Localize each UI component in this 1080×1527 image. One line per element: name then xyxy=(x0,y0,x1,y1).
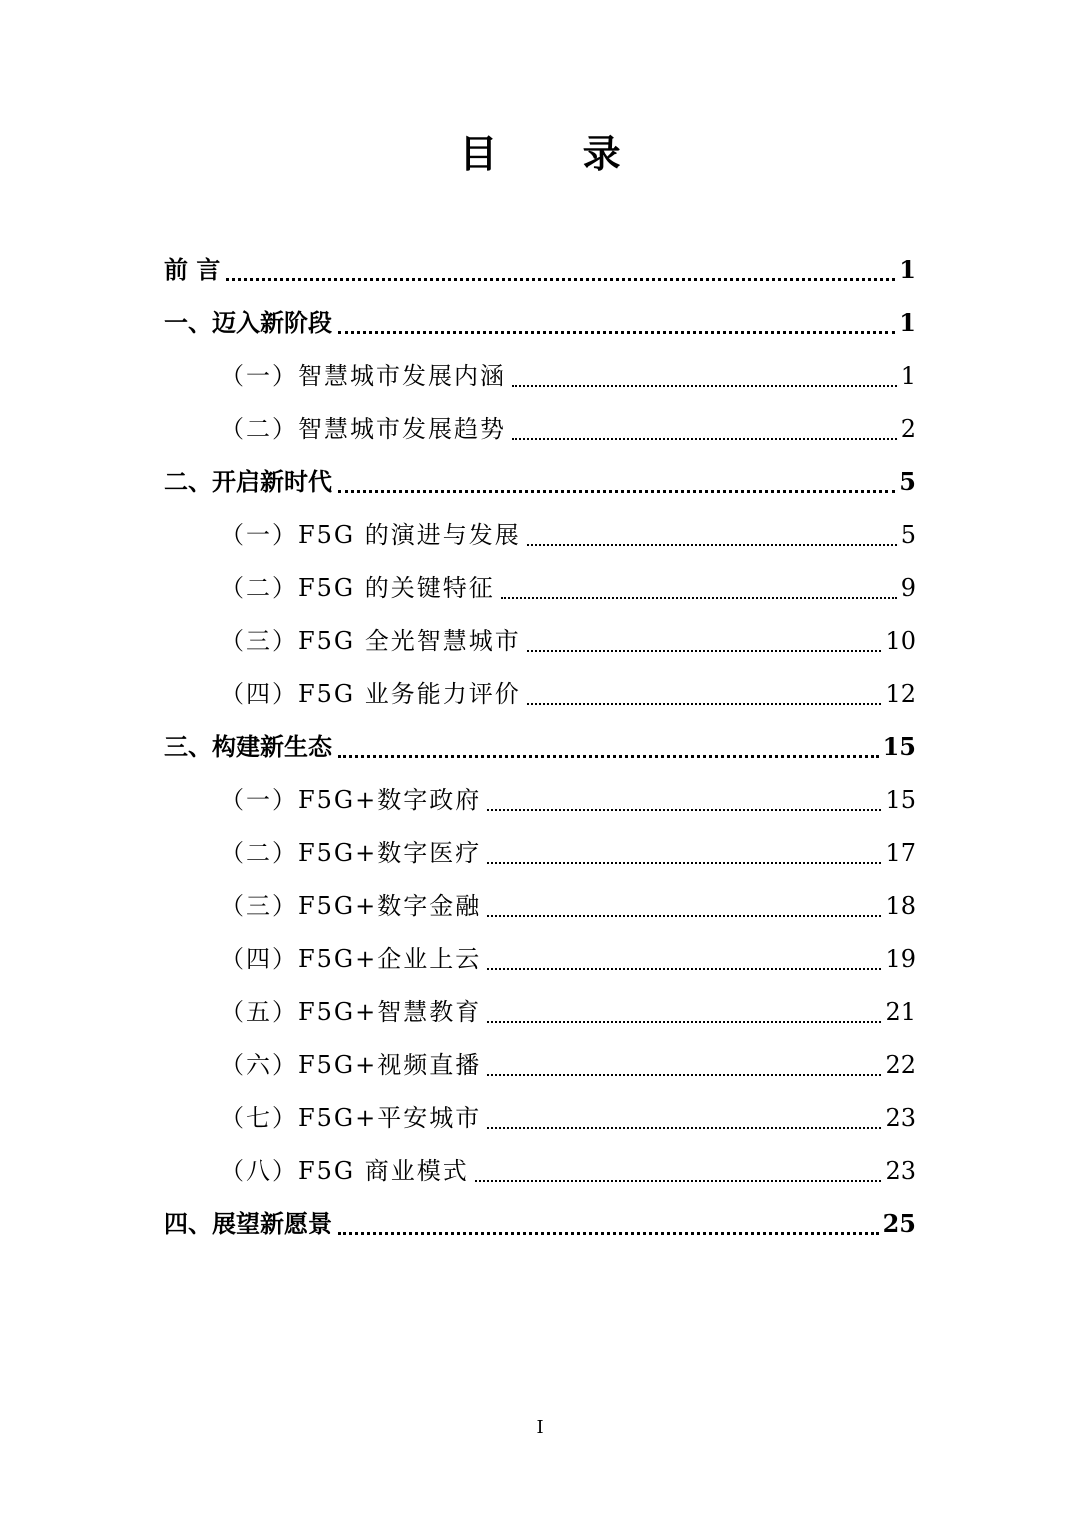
toc-entry-1-2[interactable] xyxy=(220,409,916,449)
toc-entry-chapter-1[interactable] xyxy=(164,303,916,343)
toc-entry-page: 5 xyxy=(900,521,916,549)
toc-entry-label: （二）F5G 的关键特征 xyxy=(220,574,495,602)
toc-entry-page: 9 xyxy=(900,574,916,602)
toc-dot-leader xyxy=(527,544,897,546)
toc-entry-page: 23 xyxy=(885,1157,916,1185)
toc-entry-page: 1 xyxy=(899,308,916,337)
toc-entry-page: 23 xyxy=(885,1104,916,1132)
toc-dot-leader xyxy=(487,915,881,917)
toc-dot-leader xyxy=(226,278,895,281)
toc-dot-leader xyxy=(527,650,882,652)
toc-dot-leader xyxy=(487,968,881,970)
toc-dot-leader xyxy=(338,331,895,334)
toc-entry-3-2[interactable] xyxy=(220,833,916,873)
toc-entry-3-7[interactable] xyxy=(220,1098,916,1138)
toc-dot-leader xyxy=(475,1180,882,1182)
toc-entry-label: （一）F5G+数字政府 xyxy=(220,786,482,814)
toc-entry-page: 12 xyxy=(885,680,916,708)
toc-entry-2-3[interactable] xyxy=(220,621,916,661)
toc-entry-preface[interactable] xyxy=(164,250,916,290)
toc-dot-leader xyxy=(338,755,879,758)
toc-dot-leader xyxy=(487,1021,881,1023)
toc-entry-page: 17 xyxy=(885,839,916,867)
toc-entry-page: 21 xyxy=(885,998,916,1026)
toc-dot-leader xyxy=(512,438,897,440)
toc-entry-chapter-2[interactable] xyxy=(164,462,916,502)
toc-dot-leader xyxy=(487,1127,881,1129)
toc-entry-2-4[interactable] xyxy=(220,674,916,714)
toc-dot-leader xyxy=(487,862,881,864)
toc-entry-label: （四）F5G 业务能力评价 xyxy=(220,680,521,708)
toc-dot-leader xyxy=(527,703,882,705)
toc-entry-chapter-4[interactable] xyxy=(164,1204,916,1244)
toc-dot-leader xyxy=(487,809,881,811)
toc-entry-label: （五）F5G+智慧教育 xyxy=(220,998,482,1026)
toc-entry-label: （三）F5G 全光智慧城市 xyxy=(220,627,521,655)
toc-entry-3-1[interactable] xyxy=(220,780,916,820)
toc-entry-label: 二、开启新时代 xyxy=(164,467,332,496)
toc-entry-2-2[interactable] xyxy=(220,568,916,608)
toc-entry-label: （一）F5G 的演进与发展 xyxy=(220,521,521,549)
toc-entry-label: 四、展望新愿景 xyxy=(164,1209,332,1238)
toc-entry-label: （二）F5G+数字医疗 xyxy=(220,839,482,867)
toc-entry-2-1[interactable] xyxy=(220,515,916,555)
footer-page-number: I xyxy=(536,1417,544,1438)
toc-dot-leader xyxy=(487,1074,881,1076)
toc-entry-3-8[interactable] xyxy=(220,1151,916,1191)
toc-entry-page: 18 xyxy=(885,892,916,920)
toc-entry-label: （四）F5G+企业上云 xyxy=(220,945,482,973)
toc-entry-3-6[interactable] xyxy=(220,1045,916,1085)
toc-entry-3-3[interactable] xyxy=(220,886,916,926)
toc-entry-3-5[interactable] xyxy=(220,992,916,1032)
toc-entry-label: 前 言 xyxy=(164,255,221,284)
toc-entry-page: 15 xyxy=(882,732,916,761)
toc-entry-label: 三、构建新生态 xyxy=(164,732,332,761)
toc-entry-label: （七）F5G+平安城市 xyxy=(220,1104,482,1132)
toc-entry-label: （六）F5G+视频直播 xyxy=(220,1051,482,1079)
toc-entry-page: 2 xyxy=(900,415,916,443)
toc-entry-1-1[interactable] xyxy=(220,356,916,396)
toc-entry-page: 15 xyxy=(885,786,916,814)
toc-entry-label: （一）智慧城市发展内涵 xyxy=(220,362,506,390)
toc-entry-label: 一、迈入新阶段 xyxy=(164,308,332,337)
toc-dot-leader xyxy=(338,490,895,493)
toc-entry-page: 10 xyxy=(885,627,916,655)
toc-entry-page: 5 xyxy=(899,467,916,496)
page-title: 目 录 xyxy=(459,132,657,176)
toc-entry-page: 25 xyxy=(882,1209,916,1238)
toc-entry-chapter-3[interactable] xyxy=(164,727,916,767)
toc-entry-3-4[interactable] xyxy=(220,939,916,979)
toc-entry-page: 22 xyxy=(885,1051,916,1079)
toc-dot-leader xyxy=(338,1232,879,1235)
toc-dot-leader xyxy=(512,385,897,387)
toc-entry-label: （三）F5G+数字金融 xyxy=(220,892,482,920)
toc-entry-page: 1 xyxy=(900,362,916,390)
toc-entry-page: 1 xyxy=(899,255,916,284)
toc-entry-page: 19 xyxy=(885,945,916,973)
toc-entry-label: （八）F5G 商业模式 xyxy=(220,1157,469,1185)
toc-dot-leader xyxy=(501,597,897,599)
toc-entry-label: （二）智慧城市发展趋势 xyxy=(220,415,506,443)
